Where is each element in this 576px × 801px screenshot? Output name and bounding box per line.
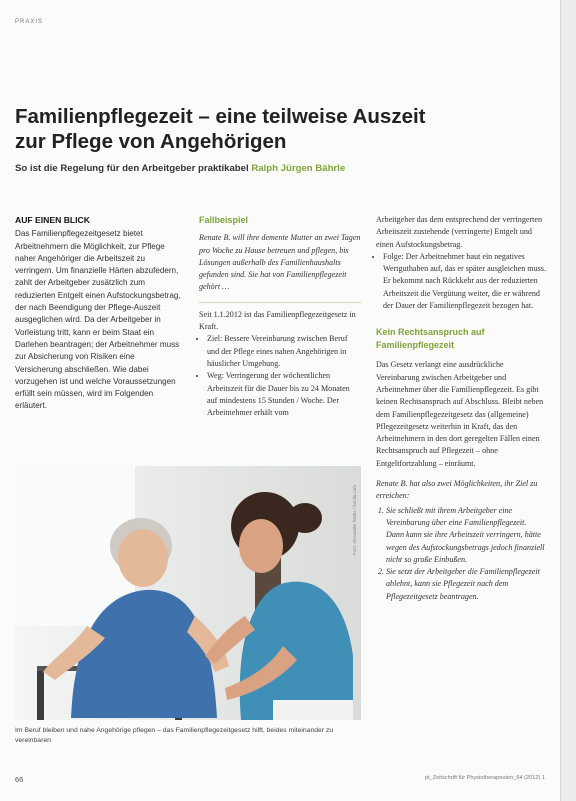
- middle-bullet-list: [199, 333, 361, 419]
- list-item: 1. Sie schließt mit ihrem Arbeitgeber eine Vereinbarung über eine Familienpflegezeit. Dann kann sie ihre Arbeitszeit verringern, hätte wegen des Aufstockungsbetrags jedoch finanziell nicht so große Einbußen.: [386, 505, 546, 566]
- right-body-text: Das Gesetz verlangt eine ausdrückliche Vereinbarung zwischen Arbeitgeber und Arbeitnehmer über die Familienpflegezeit. Es gibt keinen Rechtsanspruch auf Abschluss. Bleibt neben dem Familienpflegezeitgesetz das (allgemeine) Pflegezeitgesetz weiterhin in Kraft, das den Arbeitnehmern in den dort geregelten Fällen einen Rechtsanspruch auf Pflegezeit – ohne Entgeltfortzahlung – einräumt.: [376, 360, 544, 468]
- right-case-intro: Renate B. hat also zwei Möglichkeiten, ihr Ziel zu erreichen:: [376, 479, 538, 501]
- at-a-glance-box: [15, 214, 183, 413]
- list-item: • Folge: Der Arbeitnehmer baut ein negatives Wertguthaben auf, das er später ausgleichen muss. Er bekommt nach Rückkehr aus der reduzierten Arbeitszeit die Vergütung weiter, die er während der Dauer der Familienpflegezeit bezogen hat.: [383, 251, 546, 312]
- middle-intro: Seit 1.1.2012 ist das Familienpflegezeitgesetz in Kraft.: [199, 309, 356, 332]
- photo-credit: Foto: Alexander Raths / fotolia.com: [352, 484, 357, 555]
- section-tag: PRAXIS: [15, 19, 44, 25]
- right-case-options: [376, 505, 546, 603]
- list-item: 2. Sie setzt der Arbeitgeber die Familienpflegezeit ablehnt, kann sie Pflegezeit nach dem Pflegezeitgesetz beantragen.: [386, 566, 546, 603]
- photo-caption: Im Beruf bleiben und nahe Angehörige pflegen – das Familienpflegezeitgesetz hilft, beides miteinander zu vereinbaren: [15, 727, 334, 744]
- case-divider: [199, 302, 361, 303]
- middle-column: [199, 214, 361, 419]
- article-subtitle: [15, 163, 535, 174]
- caregiver-photo-illustration: [15, 466, 361, 720]
- article-title: [15, 104, 535, 154]
- title-line-1: Familienpflegezeit – eine teilweise Auszeit: [15, 105, 426, 128]
- right-heading: Kein Rechtsanspruch auf Familienpflegezeit: [376, 327, 485, 350]
- journal-footer: pt_Zeitschrift für Physiotherapeuten_64 (2012) 1: [424, 775, 545, 781]
- at-a-glance-heading: AUF EINEN BLICK: [15, 215, 90, 225]
- list-item: • Weg: Verringerung der wöchentlichen Arbeitszeit für die Dauer bis zu 24 Monaten auf mindestens 15 Stunden / Woche. Der Arbeitnehmer erhält vom: [207, 370, 361, 419]
- case-example-text: Renate B. will ihre demente Mutter an zwei Tagen pro Woche zu Hause betreuen und pflegen, bis Lösungen außerhalb des Familienhaushalts gefunden sind. Sie hat von Familienpflegezeit gehört …: [199, 233, 361, 292]
- right-column: [376, 214, 546, 603]
- subtitle-text: So ist die Regelung für den Arbeitgeber praktikabel: [15, 163, 249, 174]
- caregiver-photo: [15, 466, 361, 720]
- title-line-2: zur Pflege von Angehörigen: [15, 130, 287, 153]
- at-a-glance-text: Das Familienpflegezeitgesetz bietet Arbeitnehmern die Möglichkeit, zur Pflege naher Angehöriger die Arbeitszeit zu verringern. Um finanzielle Härten abzufedern, zahlt der Arbeitgeber zusätzlich zum reduzierten Entgelt einen Aufstockungsbetrag, der nach Beendigung der Pflege-Auszeit ausgeglichen wird. Da der Arbeitgeber in Vorleistung tritt, kann er beim Staat ein Darlehen beantragen; der Arbeitnehmer muss zur Absicherung von Risiken eine Versicherung abschließen. Wie dabei vorzugehen ist und welche Voraussetzungen erfüllt sein müssen, wird im Folgenden erläutert.: [15, 229, 181, 411]
- page-edge: [560, 0, 576, 801]
- page-number: 66: [15, 775, 24, 784]
- list-item: • Ziel: Bessere Vereinbarung zwischen Beruf und der Pflege eines nahen Angehörigen in häuslicher Umgebung.: [207, 333, 361, 370]
- right-bullet-list: [376, 251, 546, 312]
- author-name: Ralph Jürgen Bährle: [251, 163, 346, 174]
- right-top-text: Arbeitgeber das dem entsprechend der verringerten Arbeitszeit zustehende (verringerte) Entgelt und einen Aufstockungsbetrag.: [376, 215, 543, 249]
- case-example-heading: Fallbeispiel: [199, 215, 249, 225]
